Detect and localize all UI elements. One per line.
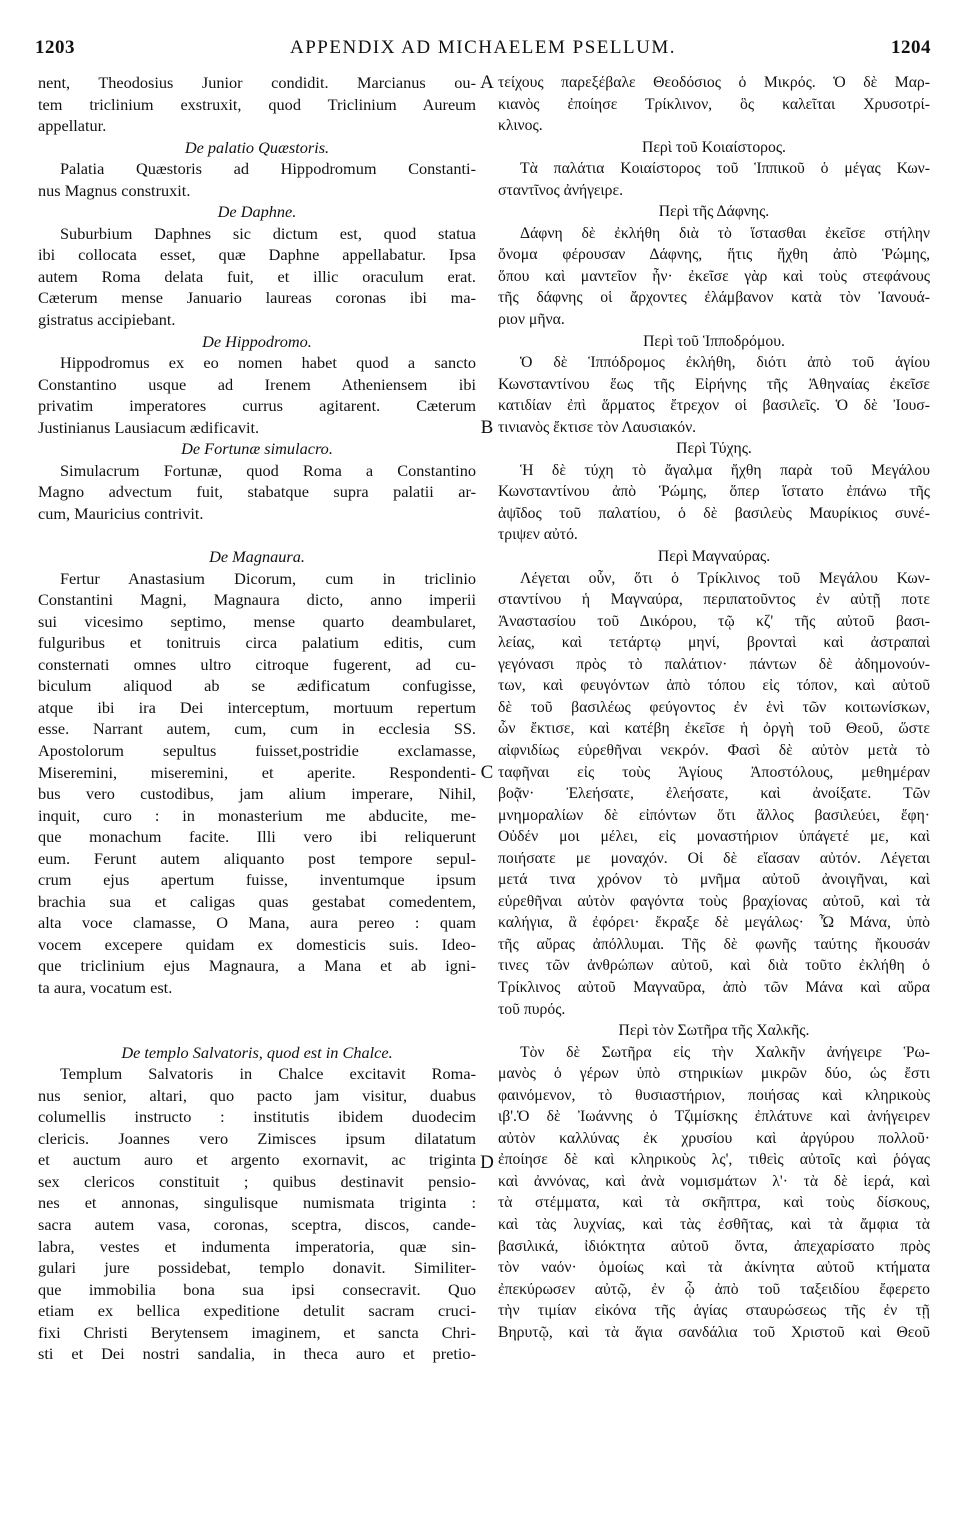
- greek-text-line: τὴν τιμίαν εἰκόνα τῆς ἁγίας σταυρώσεως τῆς ἐν τῇ: [498, 1302, 930, 1320]
- greek-text-line: γεγόνασι πρὸς τὸ παλάτιον· πάντων δὲ ἀδημονούν-: [498, 655, 930, 673]
- latin-text-line: gulari jure possidebat, templo donavit. Similiter-: [38, 1258, 476, 1278]
- latin-text-line: [38, 524, 476, 546]
- latin-text-line: Palatia Quæstoris ad Hippodromum Constanti-: [60, 159, 476, 179]
- running-title: APPENDIX AD MICHAELEM PSELLUM.: [290, 37, 676, 58]
- greek-section-heading: Περὶ τοῦ Κοιαίστορος.: [642, 138, 786, 156]
- greek-column: [498, 72, 930, 1343]
- latin-text-line: labra, vestes et indumenta imperatoria, quæ sin-: [38, 1236, 476, 1256]
- greek-text-line: σταντίνου ἡ Μαγναύρα, περιπατοῦντος ἐν αὐτῇ ποτε: [498, 591, 930, 609]
- latin-section-heading: De Daphne.: [217, 202, 297, 222]
- greek-text-line: Οὐδέν μοι μέλει, εἰς μοναστήριον ὑπάγετέ με, καὶ: [498, 828, 930, 846]
- latin-text-line: clericis. Joannes vero Zimisces ipsum dilatatum: [38, 1128, 476, 1148]
- greek-text-line: εὑρεθῆναι αὐτὸν φαγόντα τοὺς βραχίονας αὐτοῦ, καὶ τὰ: [498, 892, 930, 910]
- latin-section-heading: De Hippodromo.: [202, 331, 312, 351]
- greek-text-line: αἰφνιδίως εὑρεθῆναι νεκρόν. Φασὶ δὲ αὐτὸν μετὰ τὸ: [498, 741, 930, 759]
- latin-text-line: appellatur.: [38, 116, 107, 136]
- greek-text-line: φαινόμενον, τὸ θυσιαστήριον, ποιήσας καὶ κληρικοὺς: [498, 1086, 930, 1104]
- margin-letter-b: B: [480, 417, 494, 438]
- latin-text-line: fulguribus et tonitruis circa palatium editis, cum: [38, 633, 476, 653]
- margin-letter-d: D: [480, 1152, 494, 1173]
- latin-text-line: sti et Dei nostri sandalia, in theca auro et pretio-: [38, 1344, 476, 1364]
- greek-text-line: λείας, καὶ τετάρτῳ μηνί, βρονταὶ καὶ ἀστραπαὶ: [498, 634, 930, 652]
- latin-text-line: tem triclinium exstruxit, quod Triclinium Aureum: [38, 94, 476, 114]
- greek-text-line: τῆς δάφνης οἱ ἄρχοντες ἐλάμβανον κατὰ τὸν Ἰανουά-: [498, 289, 930, 307]
- latin-text-line: Cæterum mense Januario laureas coronas ibi ma-: [38, 288, 476, 308]
- latin-text-line: ibi collocata esset, quæ Daphne appellabatur. Ipsa: [38, 245, 476, 265]
- margin-letter-a: A: [480, 72, 494, 93]
- greek-section-heading: Περὶ τὸν Σωτῆρα τῆς Χαλκῆς.: [618, 1022, 810, 1040]
- latin-text-line: crum ejus apertum fuisse, inventumque ipsum: [38, 870, 476, 890]
- greek-text-line: κατιδίαν ἐπὶ ἅρματος ἔτρεχον οἱ βασιλεῖς. Ὁ δὲ Ἰουσ-: [498, 397, 930, 415]
- greek-text-line: Ὁ δὲ Ἱππόδρομος ἐκλήθη, διότι ἀπὸ τοῦ ἁγίου: [520, 354, 930, 372]
- latin-text-line: bus vero custodibus, jam alium imperare, Nihil,: [38, 784, 476, 804]
- latin-text-line: etiam ex bellica expeditione detulit sacram cruci-: [38, 1301, 476, 1321]
- greek-text-line: Τρίκλινος αὐτοῦ Μαγναῦρα, ἀπὸ τῶν Μάνα καὶ αὔρα: [498, 978, 930, 996]
- greek-text-line: αὐτὸν καλλύνας ἐκ χρυσίου καὶ ἀργύρου πολλοῦ·: [498, 1129, 930, 1147]
- latin-text-line: esse. Narrant autem, cum, cum in ecclesia SS.: [38, 719, 476, 739]
- latin-text-line: que triclinium ejus Magnaura, a Mana et ab igni-: [38, 956, 476, 976]
- latin-text-line: alta voce clamasse, O Mana, aura pereo : quam: [38, 913, 476, 933]
- greek-text-line: τῆς αὔρας ἀπόλλυμαι. Τῆς δὲ φωνῆς ταύτης ἤκουσάν: [498, 935, 930, 953]
- greek-text-line: ποιήσατε με μοναχόν. Οἱ δὲ εἴασαν αὐτόν. Λέγεται: [498, 849, 930, 867]
- greek-text-line: ἐποίησε δὲ καὶ κληρικοὺς λς', τιθεὶς αὐτοῖς καὶ ῥόγας: [498, 1151, 930, 1169]
- latin-text-line: sui vicesimo septimo, mense quarto deambularet,: [38, 611, 476, 631]
- greek-text-line: τοῦ πυρός.: [498, 1000, 566, 1018]
- greek-text-line: Λέγεται οὖν, ὅτι ὁ Τρίκλινος τοῦ Μεγάλου Κων-: [520, 569, 930, 587]
- greek-text-line: Κωνσταντίνου ἕως τῆς Εἰρήνης τῆς Ἀθηναίας ἐκεῖσε: [498, 375, 930, 393]
- latin-text-line: eum. Ferunt autem aliquanto post tempore sepul-: [38, 848, 476, 868]
- latin-text-line: nent, Theodosius Junior condidit. Marcianus ou-: [38, 73, 476, 92]
- latin-text-line: autem Roma delata fuit, et illic oraculum erat.: [38, 266, 476, 286]
- latin-text-line: [38, 1020, 476, 1042]
- latin-text-line: Constantino usque ad Irenem Atheniensem ibi: [38, 374, 476, 394]
- latin-text-line: Simulacrum Fortunæ, quod Roma a Constantino: [60, 460, 476, 480]
- page-header: [0, 0, 966, 58]
- greek-text-line: δὲ τοῦ βασιλέως φεύγοντος ἐν ἑνὶ τῶν κοιτωνίσκων,: [498, 698, 930, 716]
- latin-text-line: columellis instructo : institutis ibidem duodecim: [38, 1107, 476, 1127]
- greek-text-line: τὰ στέμματα, καὶ τὰ σκῆπτρα, καὶ τοὺς δίσκους,: [498, 1194, 930, 1212]
- latin-text-line: Miseremini, miseremini, et aperite. Respondenti-: [38, 762, 476, 782]
- latin-text-line: privatim imperatores currus agitarent. Cæterum: [38, 396, 476, 416]
- page-number-right: 1204: [891, 37, 931, 58]
- greek-text-line: Δάφνη δὲ ἐκλήθη διὰ τὸ ἵστασθαι ἐκεῖσε στήλην: [520, 224, 930, 242]
- latin-text-line: sacra autem vasa, coronas, sceptra, discos, cande-: [38, 1214, 476, 1234]
- latin-text-line: Constantini Magni, Magnaura dicto, anno imperii: [38, 590, 476, 610]
- greek-text-line: ἐπεκύρωσεν αὐτῷ, ἐν ᾧ ἀπὸ τοῦ ταξειδίου ἔφερετο: [498, 1280, 930, 1298]
- latin-text-line: ta aura, vocatum est.: [38, 977, 173, 997]
- latin-text-line: fixi Christi Berytensem imaginem, et sancta Chri-: [38, 1322, 476, 1342]
- greek-section-heading: Περὶ Μαγναύρας.: [657, 548, 771, 566]
- greek-section-heading: Περὶ τῆς Δάφνης.: [658, 203, 770, 221]
- latin-text-line: nus Magnus construxit.: [38, 180, 191, 200]
- greek-text-line: Τὰ παλάτια Κοιαίστορος τοῦ Ἱππικοῦ ὁ μέγας Κων-: [520, 160, 930, 178]
- greek-text-line: Τὸν δὲ Σωτῆρα εἰς τὴν Χαλκῆν ἀνήγειρε Ῥω-: [520, 1043, 930, 1061]
- greek-text-line: καὶ ἀννόνας, καὶ ἀνὰ νομισμάτων λ'· τὰ δὲ ἱερά, καὶ: [498, 1172, 930, 1190]
- greek-text-line: Βηρυτῷ, καὶ τὰ ἅγια σανδάλια τοῦ Χριστοῦ καὶ Θεοῦ: [498, 1323, 930, 1341]
- greek-section-heading: Περὶ τοῦ Ἱπποδρόμου.: [643, 332, 785, 350]
- latin-text-line: brachia sua et caligas quas gestabat comedentem,: [38, 891, 476, 911]
- latin-text-line: Fertur Anastasium Dicorum, cum in triclinio: [60, 568, 476, 588]
- greek-text-line: ταφῆναι εἰς τοὺς Ἁγίους Ἀποστόλους, μεθημέραν: [498, 763, 930, 781]
- greek-section-heading: Περὶ Τύχης.: [676, 440, 752, 458]
- greek-text-line: τείχους παρεξέβαλε Θεοδόσιος ὁ Μικρός. Ὁ δὲ Μαρ-: [498, 74, 930, 91]
- latin-text-line: Apostolorum sepultus fuisset,postridie exclamasse,: [38, 740, 476, 760]
- greek-text-line: μνημοραλίων δὲ εἰπόντων ὅτι ἄλλος βασιλεύει, ἔφη·: [498, 806, 930, 824]
- greek-text-line: σταντῖνος ἀνήγειρε.: [498, 181, 623, 199]
- greek-text-line: ιβ'.Ὁ δὲ Ἰωάννης ὁ Τζιμίσκης ἐπλάτυνε καὶ ἀνήγειρεν: [498, 1108, 930, 1126]
- page-number-left: 1203: [35, 37, 75, 58]
- greek-text-line: μετά τινα χρόνον τὸ μνῆμα αὐτοῦ ἀνοιγῆναι, καὶ: [498, 871, 930, 889]
- greek-text-line: κλινος.: [498, 117, 543, 135]
- latin-text-line: atque ibi ira Dei interceptum, mortuum repertum: [38, 697, 476, 717]
- greek-text-line: Ἡ δὲ τύχη τὸ ἄγαλμα ἤχθη παρὰ τοῦ Μεγάλου: [520, 461, 930, 479]
- latin-text-line: nus senior, altari, quo pacto jam visitur, duabus: [38, 1085, 476, 1105]
- margin-letter-c: C: [480, 762, 494, 783]
- latin-text-line: Suburbium Daphnes sic dictum est, quod statua: [60, 223, 476, 243]
- latin-text-line: et auctum auro et argento exornavit, ac triginta: [38, 1150, 476, 1170]
- latin-text-line: inquit, curo : in monasterium me abducite, me-: [38, 805, 476, 825]
- greek-text-line: Κωνσταντίνου ἀπὸ Ῥώμης, ὅπερ ἵστατο ἐπάνω τῆς: [498, 483, 930, 501]
- latin-section-heading: De Fortunæ simulacro.: [181, 439, 333, 459]
- latin-text-line: Magno advectum fuit, stabatque supra palatii ar-: [38, 482, 476, 502]
- greek-text-line: ὧν ἔκτισε, καὶ κατέβη ἐκεῖσε ἡ ὀργὴ τοῦ Θεοῦ, ὥστε: [498, 720, 930, 738]
- latin-text-line: biculum aliquod ab se ædificatum confugisse,: [38, 676, 476, 696]
- latin-section-heading: De templo Salvatoris, quod est in Chalce.: [121, 1042, 393, 1062]
- latin-text-line: Justinianus Lausiacum ædificavit.: [38, 417, 260, 437]
- greek-text-line: κιανὸς ἐποίησε Τρίκλινον, ὃς καλεῖται Χρυσοτρί-: [498, 95, 930, 113]
- latin-text-line: sex clericos constituit ; quibus destinavit pensio-: [38, 1171, 476, 1191]
- latin-text-line: consternati omnes ultro citroque fugerent, ad cu-: [38, 654, 476, 674]
- greek-text-line: ριον μῆνα.: [498, 311, 565, 329]
- greek-text-line: μανὸς ὁ γέρων ὑπὸ στηρικίων μικρῶν δύο, ὡς ἔστι: [498, 1065, 930, 1083]
- greek-text-line: ὅπου καὶ μαντεῖον ἦν· ἐκεῖσε γὰρ καὶ τοὺς στεφάνους: [498, 267, 930, 285]
- greek-text-line: βοᾷν· Ἐλεήσατε, ἐλεήσατε, καὶ ἀνοίξατε. Τῶν: [498, 785, 930, 803]
- latin-text-line: que monachum facite. Illi vero ibi reliquerunt: [38, 827, 476, 847]
- latin-text-line: vocem excepere quidam ex domesticis suis. Ideo-: [38, 934, 476, 954]
- greek-text-line: τινιανὸς ἔκτισε τὸν Λαυσιακόν.: [498, 418, 697, 436]
- greek-text-line: τινες τῶν ἀνθρώπων αὐτοῦ, καὶ διὰ τοῦτο ἐκλήθη ὁ: [498, 957, 930, 975]
- latin-text-line: [38, 999, 476, 1021]
- latin-text-line: Templum Salvatoris in Chalce excitavit Roma-: [60, 1064, 476, 1084]
- latin-text-line: cum, Mauricius contrivit.: [38, 503, 204, 523]
- latin-text-line: gistratus accipiebant.: [38, 310, 176, 330]
- greek-text-line: Ἀναστασίου τοῦ Δικόρου, τῷ κζ' τῆς αὐτοῦ βασι-: [498, 612, 930, 630]
- latin-section-heading: De Magnaura.: [209, 547, 305, 567]
- greek-text-line: τὸν ναόν· ὁμοίως καὶ τὰ ἀκίνητα αὐτοῦ κτήματα: [498, 1259, 930, 1277]
- greek-text-line: ἀψῖδος τοῦ παλατίου, ὁ δὲ βασιλεὺς Μαυρίκιος συνέ-: [498, 504, 930, 522]
- greek-text-line: βασιλικά, ἰδιόκτητα αὐτοῦ ὄντα, ἀπεχαρίσατο πρὸς: [498, 1237, 930, 1255]
- latin-text-line: nes et annonas, singulisque numismata triginta :: [38, 1193, 476, 1213]
- greek-text-line: καὶ τὰς λυχνίας, καὶ τὰς ἐσθῆτας, καὶ τὰ ἄμφια τὰ: [498, 1215, 930, 1233]
- latin-column: [38, 72, 476, 1365]
- latin-text-line: Hippodromus ex eo nomen habet quod a sancto: [60, 353, 476, 373]
- latin-section-heading: De palatio Quæstoris.: [184, 137, 330, 157]
- latin-text-line: que immobilia bona sua ipsi consecravit. Quo: [38, 1279, 476, 1299]
- greek-text-line: τριψεν αὐτό.: [498, 526, 578, 544]
- greek-text-line: των, καὶ φευγόντων ἀπὸ τόπου εἰς τόπον, καὶ αὐτοῦ: [498, 677, 930, 695]
- greek-text-line: ὄνομα φέρουσαν Δάφνης, ἥτις ἤχθη ἀπὸ Ῥώμης,: [498, 246, 930, 264]
- greek-text-line: καλήγια, ἃ ἐφόρει· ἔκραξε δὲ μεγάλως· Ὦ Μάνα, ὑπὸ: [498, 914, 930, 932]
